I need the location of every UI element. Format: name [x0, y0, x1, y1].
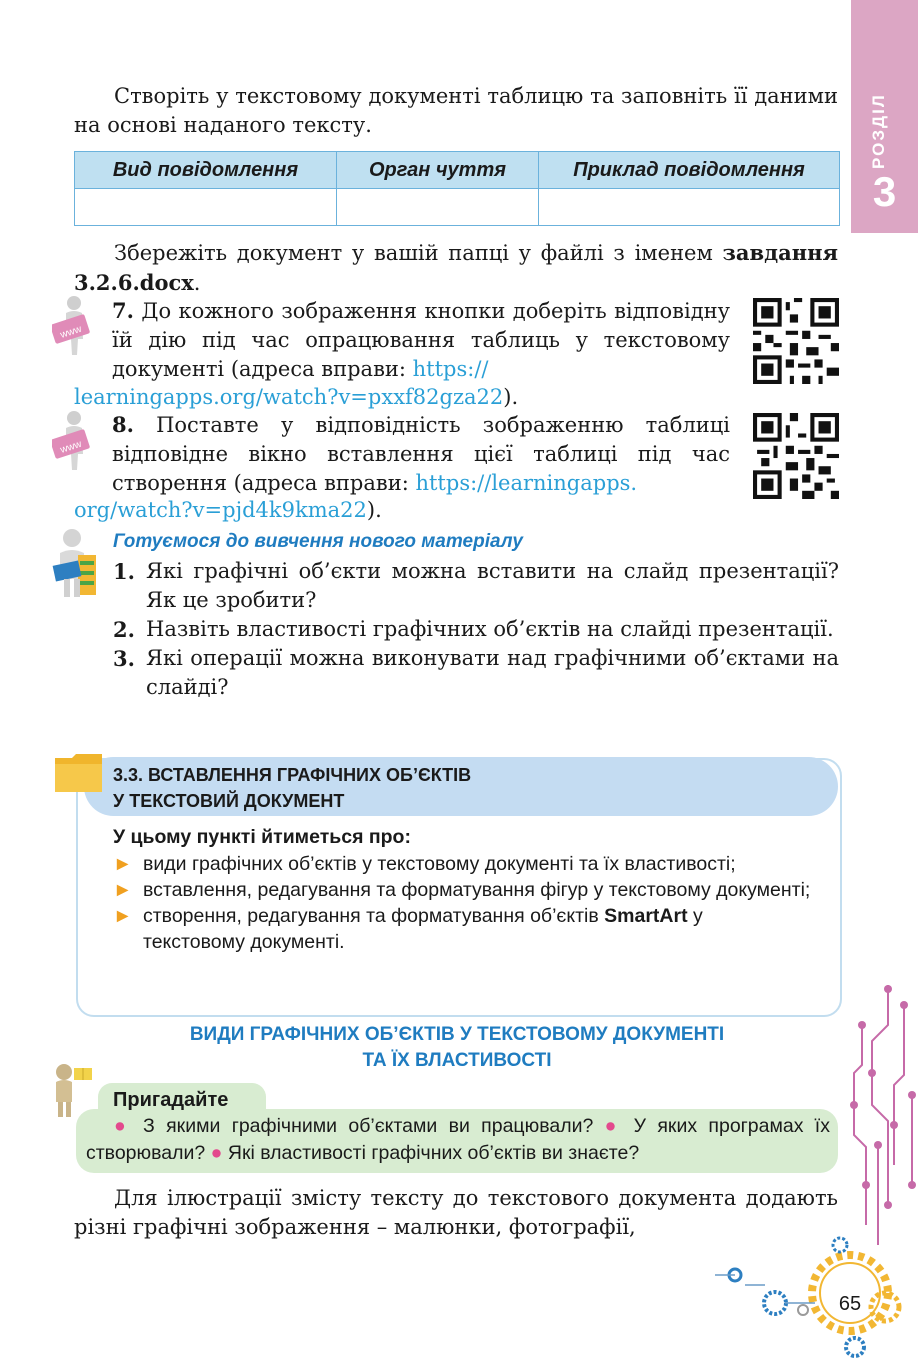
exercise-7-cont — [74, 383, 754, 412]
gears-decoration-icon — [715, 1235, 915, 1360]
section-bullets — [113, 851, 831, 955]
section-title-line: У ТЕКСТОВИЙ ДОКУМЕНТ — [113, 791, 345, 811]
recall-title: Пригадайте — [113, 1089, 229, 1111]
pink-dot-icon: ● — [114, 1115, 132, 1137]
exercise-7 — [112, 296, 730, 384]
reading-figure-icon — [50, 527, 100, 599]
list-text: Назвіть властивості графічних об’єктів на слайді презентації. — [146, 617, 834, 641]
svg-text:www: www — [59, 438, 84, 456]
section-about: У цьому пункті йтиметься про: — [113, 826, 411, 848]
subheading — [76, 1022, 838, 1074]
list-item — [113, 877, 831, 903]
table-cell[interactable] — [337, 189, 539, 226]
exercise-link-part[interactable]: https://learningapps. — [415, 471, 638, 495]
prep-heading: Готуємося до вивчення нового матеріалу — [113, 531, 523, 552]
qr-code-icon[interactable] — [753, 298, 839, 384]
exercise-link-part[interactable]: https:// — [412, 357, 489, 381]
exercise-text: До кожного зображення кнопки доберіть відповідну їй дію під час опрацювання таблиць у текстовому документі (адреса вправи: — [112, 299, 730, 381]
exercise-link[interactable]: org/watch?v=pjd4k9kma22 — [74, 498, 367, 522]
bullet-text-part: створення, редагування та форматування об’єктів — [143, 905, 605, 927]
exercise-end: ). — [503, 385, 519, 409]
exercise-number: 8. — [112, 412, 134, 437]
list-item — [113, 644, 839, 702]
exercise-number: 7. — [112, 298, 134, 323]
table-cell[interactable] — [539, 189, 840, 226]
page-number: 65 — [838, 1293, 862, 1315]
intro-paragraph: Створіть у текстовому документі таблицю та заповніть її даними на основі наданого тексту. — [74, 84, 838, 137]
smartart-term: SmartArt — [604, 905, 688, 927]
list-item — [113, 615, 839, 644]
table-header-cell: Орган чуття — [337, 152, 539, 189]
pink-dot-icon: ● — [210, 1142, 223, 1164]
bullet-text: вставлення, редагування та форматування фігур у текстовому документі; — [143, 879, 811, 901]
table-cell[interactable] — [75, 189, 337, 226]
exercise-end: ). — [366, 498, 382, 522]
filename: завдання 3.2.6.docx — [74, 240, 838, 295]
exercise-8 — [112, 410, 730, 498]
svg-text:www: www — [59, 323, 84, 341]
prep-list — [113, 557, 839, 702]
list-number: 3. — [113, 646, 135, 671]
chapter-number: 3 — [872, 168, 897, 215]
task-table — [74, 151, 840, 226]
recall-question: З якими графічними об’єктами ви працювали? — [143, 1115, 594, 1137]
table-header-cell: Вид повідомлення — [75, 152, 337, 189]
closing-paragraph: Для ілюстрації змісту тексту до текстового документа додають різні графічні зображення – малюнки, фотографії, — [74, 1186, 838, 1239]
arrow-bullet-icon: ► — [113, 905, 133, 927]
list-item — [113, 851, 831, 877]
subheading-line: ТА ЇХ ВЛАСТИВОСТІ — [362, 1050, 552, 1071]
www-figure-icon — [52, 295, 92, 357]
list-text: Які операції можна виконувати над графічними об’єктами на слайді? — [146, 646, 839, 699]
exercise-text: Поставте у відповідність зображенню таблиці відповідне вікно вставлення цієї таблиці під час створення (адреса вправи: — [112, 413, 730, 495]
folder-icon — [54, 752, 104, 794]
arrow-bullet-icon: ► — [113, 853, 133, 875]
bullet-text: види графічних об’єктів у текстовому документі та їх властивості; — [143, 853, 736, 875]
table-header-cell: Приклад повідомлення — [539, 152, 840, 189]
chapter-tab — [851, 0, 918, 233]
pink-dot-icon: ● — [604, 1115, 623, 1137]
save-paragraph — [74, 238, 838, 298]
arrow-bullet-icon: ► — [113, 879, 133, 901]
recall-question: У яких програмах їх створювали? — [86, 1115, 830, 1164]
bullet-text-end: у текстовому документі. — [143, 905, 703, 953]
www-figure-icon — [52, 410, 92, 472]
exercise-link[interactable]: learningapps.org/watch?v=pxxf82gza22 — [74, 385, 504, 409]
section-title-line: 3.3. ВСТАВЛЕННЯ ГРАФІЧНИХ ОБ’ЄКТІВ — [113, 765, 472, 785]
subheading-line: ВИДИ ГРАФІЧНИХ ОБ’ЄКТІВ У ТЕКСТОВОМУ ДОКУМЕНТІ — [189, 1024, 725, 1045]
recall-questions — [86, 1113, 830, 1167]
recall-question: Які властивості графічних об’єктів ви знаєте? — [227, 1142, 640, 1164]
qr-code-icon[interactable] — [753, 413, 839, 499]
list-number: 1. — [113, 559, 135, 584]
list-item — [113, 903, 831, 955]
list-item — [113, 557, 839, 615]
save-end: . — [193, 271, 201, 295]
exercise-8-cont — [74, 496, 754, 525]
list-number: 2. — [113, 617, 135, 642]
chapter-word: РОЗДІЛ — [869, 93, 888, 169]
list-text: Які графічні об’єкти можна вставити на слайд презентації? Як це зробити? — [146, 559, 839, 612]
bullet-text — [143, 903, 831, 955]
save-text: Збережіть документ у вашій папці у файлі з іменем — [114, 241, 723, 265]
section-title — [113, 762, 471, 814]
